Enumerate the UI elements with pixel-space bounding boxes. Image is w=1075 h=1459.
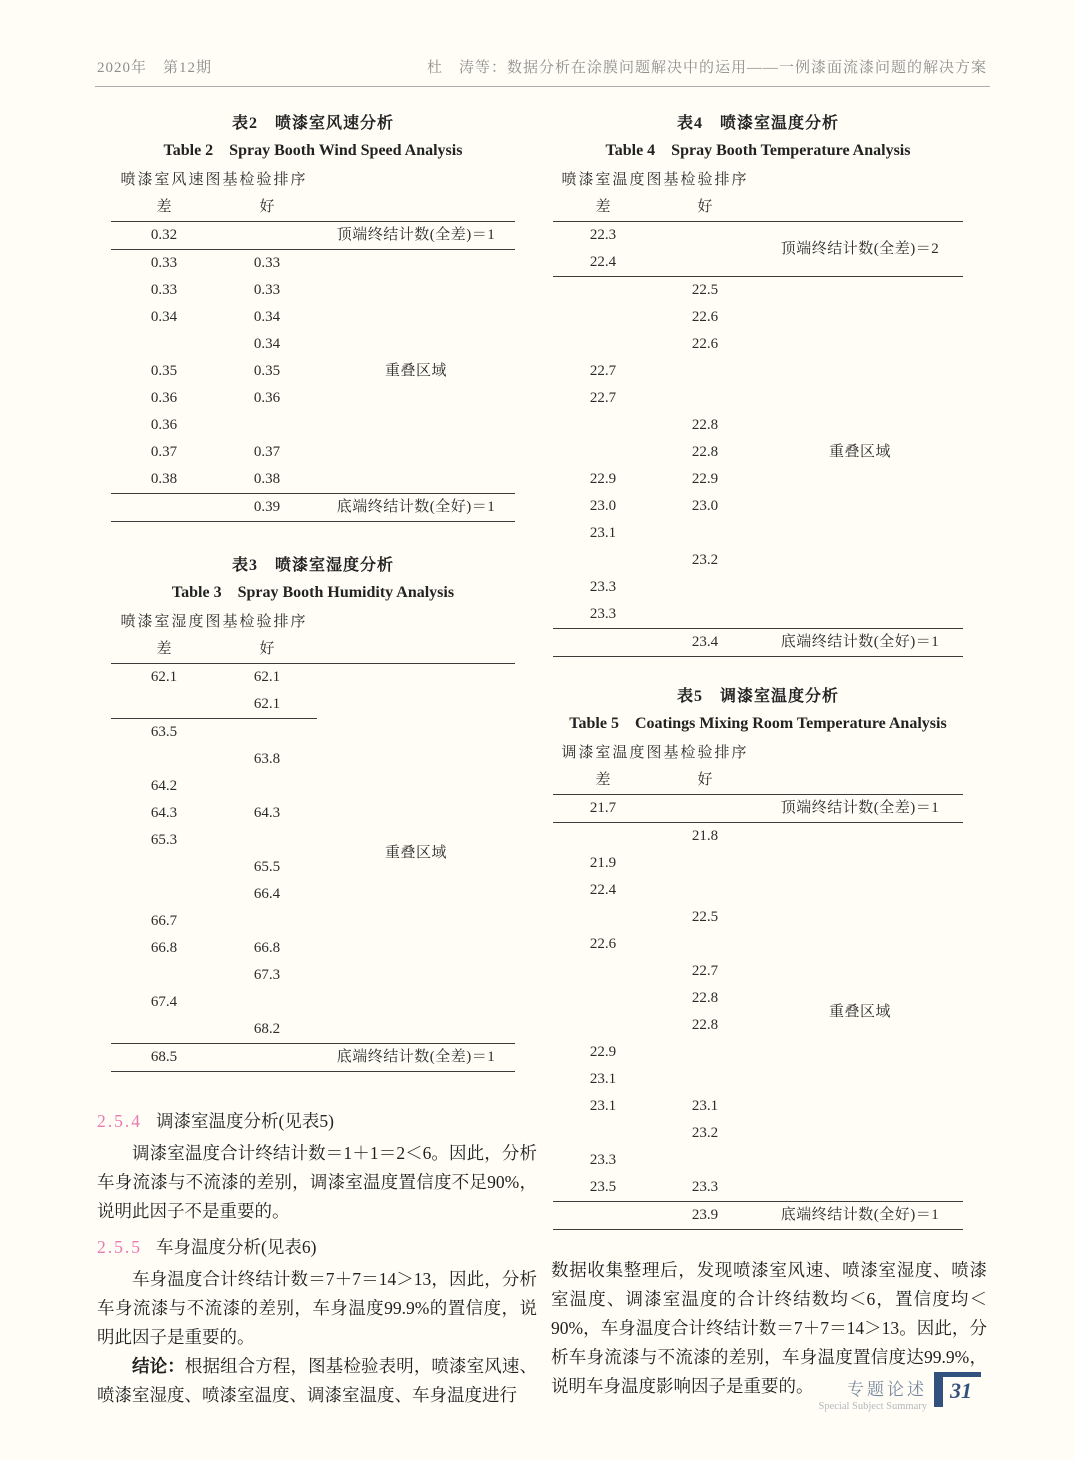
value-cell-good: 63.8 xyxy=(253,751,281,767)
table-title-cell: 喷漆室风速图基检验排序 xyxy=(120,172,308,188)
value-cell-bad: 21.9 xyxy=(589,855,617,871)
left-column xyxy=(97,104,537,1410)
table-open-cell xyxy=(317,167,515,222)
value-cell-bad xyxy=(111,1016,217,1044)
value-cell-good: 66.4 xyxy=(253,886,281,902)
value-cell-bad: 64.2 xyxy=(150,778,178,794)
value-cell-good: 64.3 xyxy=(253,805,281,821)
value-cell-good xyxy=(653,850,757,877)
value-cell-bad: 22.4 xyxy=(589,882,617,898)
footer-section-en: Special Subject Summary xyxy=(818,1401,927,1412)
column-header-good: 好 xyxy=(697,772,713,788)
value-cell-bad xyxy=(553,547,653,574)
value-cell-good xyxy=(653,358,757,385)
value-cell-bad: 66.7 xyxy=(150,913,178,929)
table2-block xyxy=(111,110,515,522)
table-open-cell xyxy=(317,609,515,664)
value-cell-good xyxy=(653,931,757,958)
column-header-good: 好 xyxy=(259,641,275,657)
value-cell-good: 22.5 xyxy=(691,909,719,925)
value-cell-good xyxy=(653,601,757,629)
table-annotation-cell: 顶端终结计数(全差)＝1 xyxy=(757,795,963,823)
value-cell-good: 0.33 xyxy=(253,282,281,298)
value-cell-good: 23.1 xyxy=(691,1098,719,1114)
header-rule xyxy=(95,86,990,87)
value-cell-bad: 0.38 xyxy=(150,471,178,487)
issue-info: 2020年 第12期 xyxy=(97,60,213,76)
value-cell-good: 22.6 xyxy=(691,336,719,352)
section-255-number: 2.5.5 xyxy=(97,1237,142,1257)
value-cell-good xyxy=(217,908,317,935)
value-cell-bad: 23.0 xyxy=(589,498,617,514)
value-cell-bad: 64.3 xyxy=(150,805,178,821)
value-cell-bad: 23.1 xyxy=(589,525,617,541)
page-footer xyxy=(819,1372,981,1412)
value-cell-good: 66.8 xyxy=(253,940,281,956)
value-cell-good: 0.35 xyxy=(253,363,281,379)
table-open-cell xyxy=(757,740,963,795)
table-title-cell: 喷漆室温度图基检验排序 xyxy=(561,172,749,188)
value-cell-bad: 0.36 xyxy=(150,417,178,433)
table3-caption-zh: 表3 喷漆室湿度分析 xyxy=(231,557,394,574)
value-cell-bad: 0.33 xyxy=(111,250,217,278)
value-cell-bad xyxy=(553,1120,653,1147)
section-255-heading xyxy=(97,1234,537,1259)
value-cell-bad: 23.1 xyxy=(589,1071,617,1087)
value-cell-bad xyxy=(553,904,653,931)
table4-block xyxy=(553,110,963,657)
value-cell-good: 23.3 xyxy=(691,1179,719,1195)
value-cell-good xyxy=(217,719,317,747)
value-cell-good: 23.2 xyxy=(691,552,719,568)
footer-labels xyxy=(819,1375,927,1412)
column-header-bad: 差 xyxy=(595,772,611,788)
value-cell-bad: 65.3 xyxy=(150,832,178,848)
value-cell-bad: 0.35 xyxy=(150,363,178,379)
table-annotation-cell: 底端终结计数(全好)＝1 xyxy=(757,629,963,657)
value-cell-good xyxy=(217,412,317,439)
value-cell-bad: 22.7 xyxy=(589,363,617,379)
column-header-good: 好 xyxy=(259,199,275,215)
conclusion-paragraph xyxy=(97,1352,537,1410)
value-cell-bad: 66.8 xyxy=(150,940,178,956)
table-annotation-cell: 重叠区域 xyxy=(317,250,515,494)
value-cell-good: 67.3 xyxy=(253,967,281,983)
table-title-cell: 喷漆室湿度图基检验排序 xyxy=(120,614,308,630)
table3-spray-booth-humidity xyxy=(111,609,515,1072)
page-number: 31 xyxy=(950,1378,972,1403)
value-cell-bad: 63.5 xyxy=(150,724,178,740)
section-254-title: 调漆室温度分析(见表5) xyxy=(156,1111,334,1131)
value-cell-good xyxy=(653,1066,757,1093)
value-cell-bad: 23.1 xyxy=(589,1098,617,1114)
value-cell-good: 22.9 xyxy=(691,471,719,487)
table3-block xyxy=(111,552,515,1072)
value-cell-bad: 23.3 xyxy=(589,606,617,622)
value-cell-bad: 0.32 xyxy=(111,222,217,250)
value-cell-good: 0.38 xyxy=(253,471,281,487)
section-254-paragraph: 调漆室温度合计终结计数＝1＋1＝2＜6。因此，分析车身流漆与不流漆的差别，调漆室温度置信度不足90%，说明此因子不是重要的。 xyxy=(97,1143,537,1221)
value-cell-bad: 21.7 xyxy=(553,795,653,823)
table5-block xyxy=(553,683,963,1230)
table-annotation-cell: 重叠区域 xyxy=(757,277,963,629)
value-cell-bad: 22.9 xyxy=(589,1044,617,1060)
footer-section-zh: 专题论述 xyxy=(847,1380,927,1399)
value-cell-good: 0.37 xyxy=(253,444,281,460)
value-cell-bad: 23.3 xyxy=(589,579,617,595)
value-cell-bad xyxy=(111,962,217,989)
value-cell-good xyxy=(653,795,757,823)
value-cell-good: 22.8 xyxy=(691,444,719,460)
value-cell-good: 21.8 xyxy=(653,823,757,851)
table-annotation-cell: 重叠区域 xyxy=(757,823,963,1202)
table-annotation-cell: 顶端终结计数(全差)＝1 xyxy=(317,222,515,250)
value-cell-bad xyxy=(553,1012,653,1039)
value-cell-bad: 23.5 xyxy=(589,1179,617,1195)
value-cell-good xyxy=(217,989,317,1016)
table-annotation-cell: 底端终结计数(全差)＝1 xyxy=(317,1044,515,1072)
value-cell-good xyxy=(653,877,757,904)
table-annotation-cell: 顶端终结计数(全差)＝2 xyxy=(757,222,963,277)
table-annotation-cell: 重叠区域 xyxy=(317,664,515,1044)
value-cell-bad xyxy=(111,746,217,773)
value-cell-good xyxy=(653,520,757,547)
value-cell-bad: 0.34 xyxy=(150,309,178,325)
conclusion-lead: 结论： xyxy=(132,1356,185,1376)
value-cell-good: 23.0 xyxy=(691,498,719,514)
section-255-title: 车身温度分析(见表6) xyxy=(156,1237,317,1257)
value-cell-good: 22.8 xyxy=(691,990,719,1006)
table5-mixing-room-temperature xyxy=(553,740,963,1230)
value-cell-good: 62.1 xyxy=(217,664,317,692)
table3-caption-en: Table 3 Spray Booth Humidity Analysis xyxy=(171,584,455,601)
column-header-bad: 差 xyxy=(595,199,611,215)
value-cell-good xyxy=(653,574,757,601)
value-cell-bad: 0.36 xyxy=(150,390,178,406)
value-cell-bad: 22.6 xyxy=(589,936,617,952)
value-cell-bad xyxy=(111,494,217,522)
value-cell-good xyxy=(217,1044,317,1072)
table-open-cell xyxy=(757,167,963,222)
value-cell-good xyxy=(653,1147,757,1174)
value-cell-bad: 23.3 xyxy=(589,1152,617,1168)
value-cell-bad xyxy=(111,331,217,358)
value-cell-good xyxy=(217,773,317,800)
value-cell-good: 23.9 xyxy=(653,1202,757,1230)
value-cell-bad xyxy=(553,1202,653,1230)
value-cell-bad xyxy=(111,691,217,719)
value-cell-good xyxy=(217,222,317,250)
table5-caption-zh: 表5 调漆室温度分析 xyxy=(676,688,839,705)
value-cell-good xyxy=(217,827,317,854)
table5-caption-en: Table 5 Coatings Mixing Room Temperature Analysis xyxy=(569,715,947,732)
value-cell-bad xyxy=(553,304,653,331)
value-cell-good: 62.1 xyxy=(217,691,317,719)
table-annotation-cell: 底端终结计数(全好)＝1 xyxy=(757,1202,963,1230)
value-cell-good xyxy=(653,1039,757,1066)
value-cell-good: 22.8 xyxy=(691,1017,719,1033)
value-cell-bad xyxy=(553,331,653,358)
table4-caption-zh: 表4 喷漆室温度分析 xyxy=(676,115,839,132)
section-254-number: 2.5.4 xyxy=(97,1111,142,1131)
value-cell-bad: 0.37 xyxy=(150,444,178,460)
value-cell-good xyxy=(653,222,757,250)
value-cell-good: 23.4 xyxy=(653,629,757,657)
value-cell-bad: 0.33 xyxy=(150,282,178,298)
value-cell-good: 0.36 xyxy=(253,390,281,406)
value-cell-good: 22.5 xyxy=(653,277,757,305)
table4-spray-booth-temperature xyxy=(553,167,963,657)
value-cell-bad xyxy=(553,985,653,1012)
value-cell-good xyxy=(653,385,757,412)
value-cell-bad: 22.7 xyxy=(589,390,617,406)
page-number-mark xyxy=(934,1372,981,1407)
running-head xyxy=(97,56,987,77)
value-cell-good: 68.2 xyxy=(253,1021,281,1037)
value-cell-bad xyxy=(111,854,217,881)
right-column-paragraph: 数据收集整理后，发现喷漆室风速、喷漆室湿度、喷漆室温度、调漆室温度的合计终结数均＜6，置信度均＜90%，车身温度合计终结计数＝7＋7＝14＞13。因此，分析车身流漆与不流漆的差别，车身温度置信度达99.9%，说明车身温度影响因子是重要的。 xyxy=(551,1260,987,1396)
value-cell-good: 23.2 xyxy=(691,1125,719,1141)
table2-caption-zh: 表2 喷漆室风速分析 xyxy=(231,115,394,132)
value-cell-bad xyxy=(553,958,653,985)
value-cell-good: 22.7 xyxy=(691,963,719,979)
value-cell-bad xyxy=(553,629,653,657)
column-header-bad: 差 xyxy=(156,641,172,657)
table2-caption-en: Table 2 Spray Booth Wind Speed Analysis xyxy=(163,142,463,159)
table-annotation-cell: 底端终结计数(全好)＝1 xyxy=(317,494,515,522)
value-cell-bad xyxy=(553,412,653,439)
table4-caption-en: Table 4 Spray Booth Temperature Analysis xyxy=(605,142,911,159)
column-header-good: 好 xyxy=(697,199,713,215)
value-cell-good: 22.6 xyxy=(691,309,719,325)
value-cell-bad: 22.4 xyxy=(589,254,617,270)
value-cell-good: 22.8 xyxy=(691,417,719,433)
value-cell-bad: 62.1 xyxy=(111,664,217,692)
table2-spray-booth-wind-speed xyxy=(111,167,515,522)
table-title-cell: 调漆室温度图基检验排序 xyxy=(561,745,749,761)
value-cell-bad: 22.9 xyxy=(589,471,617,487)
value-cell-good: 0.34 xyxy=(253,309,281,325)
column-header-bad: 差 xyxy=(156,199,172,215)
value-cell-bad: 68.5 xyxy=(111,1044,217,1072)
value-cell-bad xyxy=(111,881,217,908)
running-title: 杜 涛等：数据分析在涂膜问题解决中的运用——一例漆面流漆问题的解决方案 xyxy=(426,60,987,76)
value-cell-good: 0.34 xyxy=(253,336,281,352)
section-254-heading xyxy=(97,1108,537,1133)
value-cell-bad xyxy=(553,277,653,305)
value-cell-bad xyxy=(553,823,653,851)
value-cell-good xyxy=(653,249,757,277)
value-cell-bad xyxy=(553,439,653,466)
section-255-paragraph: 车身温度合计终结计数＝7＋7＝14＞13，因此，分析车身流漆与不流漆的差别，车身温度99.9%的置信度，说明此因子是重要的。 xyxy=(97,1269,537,1347)
value-cell-good: 0.39 xyxy=(217,494,317,522)
value-cell-good: 65.5 xyxy=(253,859,281,875)
value-cell-bad: 22.3 xyxy=(553,222,653,250)
right-column xyxy=(551,104,987,1401)
value-cell-bad: 67.4 xyxy=(150,994,178,1010)
value-cell-good: 0.33 xyxy=(217,250,317,278)
conclusion-text: 根据组合方程，图基检验表明，喷漆室风速、喷漆室湿度、喷漆室温度、调漆室温度、车身温度进行 xyxy=(97,1356,538,1405)
